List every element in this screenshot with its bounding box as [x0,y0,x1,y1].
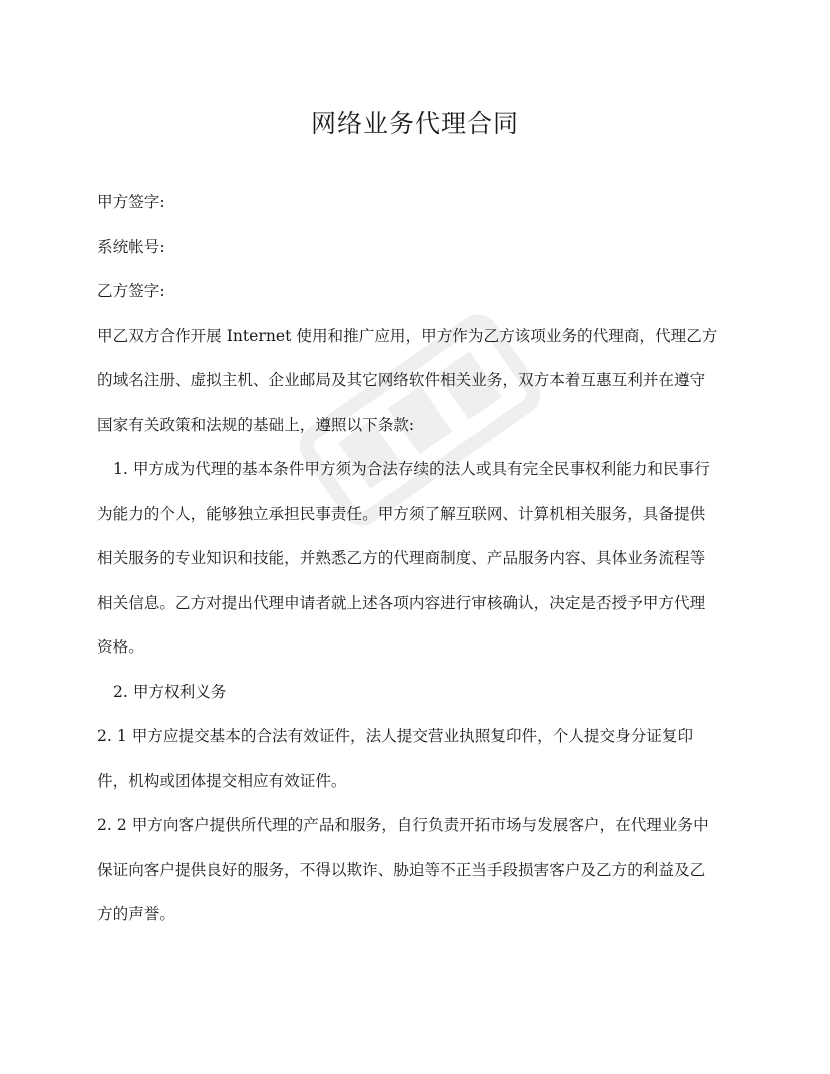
clause-2-heading: 2. 甲方权利义务 [113,682,227,701]
party-a-signature-field: 甲方签字: [97,193,165,211]
intro-paragraph [97,314,742,448]
paragraph-line: 甲乙双方合作开展 Internet 使用和推广应用，甲方作为乙方该项业务的代理商，代理乙方 [97,326,718,345]
paragraph-line: 2. 1 甲方应提交基本的合法有效证件，法人提交营业执照复印件，个人提交身分证复印 [97,727,694,745]
document-body [97,180,742,937]
clause-2-2-paragraph [97,803,742,937]
document-title: 网络业务代理合同 [310,109,519,138]
paragraph-line: 相关服务的专业知识和技能，并熟悉乙方的代理商制度、产品服务内容、具体业务流程等 [97,549,706,567]
system-account-field: 系统帐号: [97,237,165,256]
paragraph-line: 2. 2 甲方向客户提供所代理的产品和服务，自行负责开拓市场与发展客户，在代理业务中 [97,816,709,834]
clause-2-1-paragraph [97,714,742,803]
paragraph-line: 为能力的个人，能够独立承担民事责任。甲方须了解互联网、计算机相关服务，具备提供 [97,504,706,523]
paragraph-line: 方的声誉。 [97,905,175,923]
party-b-signature-field: 乙方签字: [97,282,165,300]
paragraph-line: 国家有关政策和法规的基础上，遵照以下条款: [97,415,415,434]
paragraph-line: 1. 甲方成为代理的基本条件甲方须为合法存续的法人或具有完全民事权利能力和民事行 [113,460,710,478]
clause-1-paragraph [97,447,742,670]
paragraph-line: 的域名注册、虚拟主机、企业邮局及其它网络软件相关业务，双方本着互惠互利并在遵守 [97,371,706,389]
paragraph-line: 保证向客户提供良好的服务，不得以欺诈、胁迫等不正当手段损害客户及乙方的利益及乙 [97,860,706,879]
paragraph-line: 资格。 [97,638,144,656]
paragraph-line: 相关信息。乙方对提出代理申请者就上述各项内容进行审核确认，决定是否授予甲方代理 [97,593,706,612]
paragraph-line: 件，机构或团体提交相应有效证件。 [97,771,347,790]
